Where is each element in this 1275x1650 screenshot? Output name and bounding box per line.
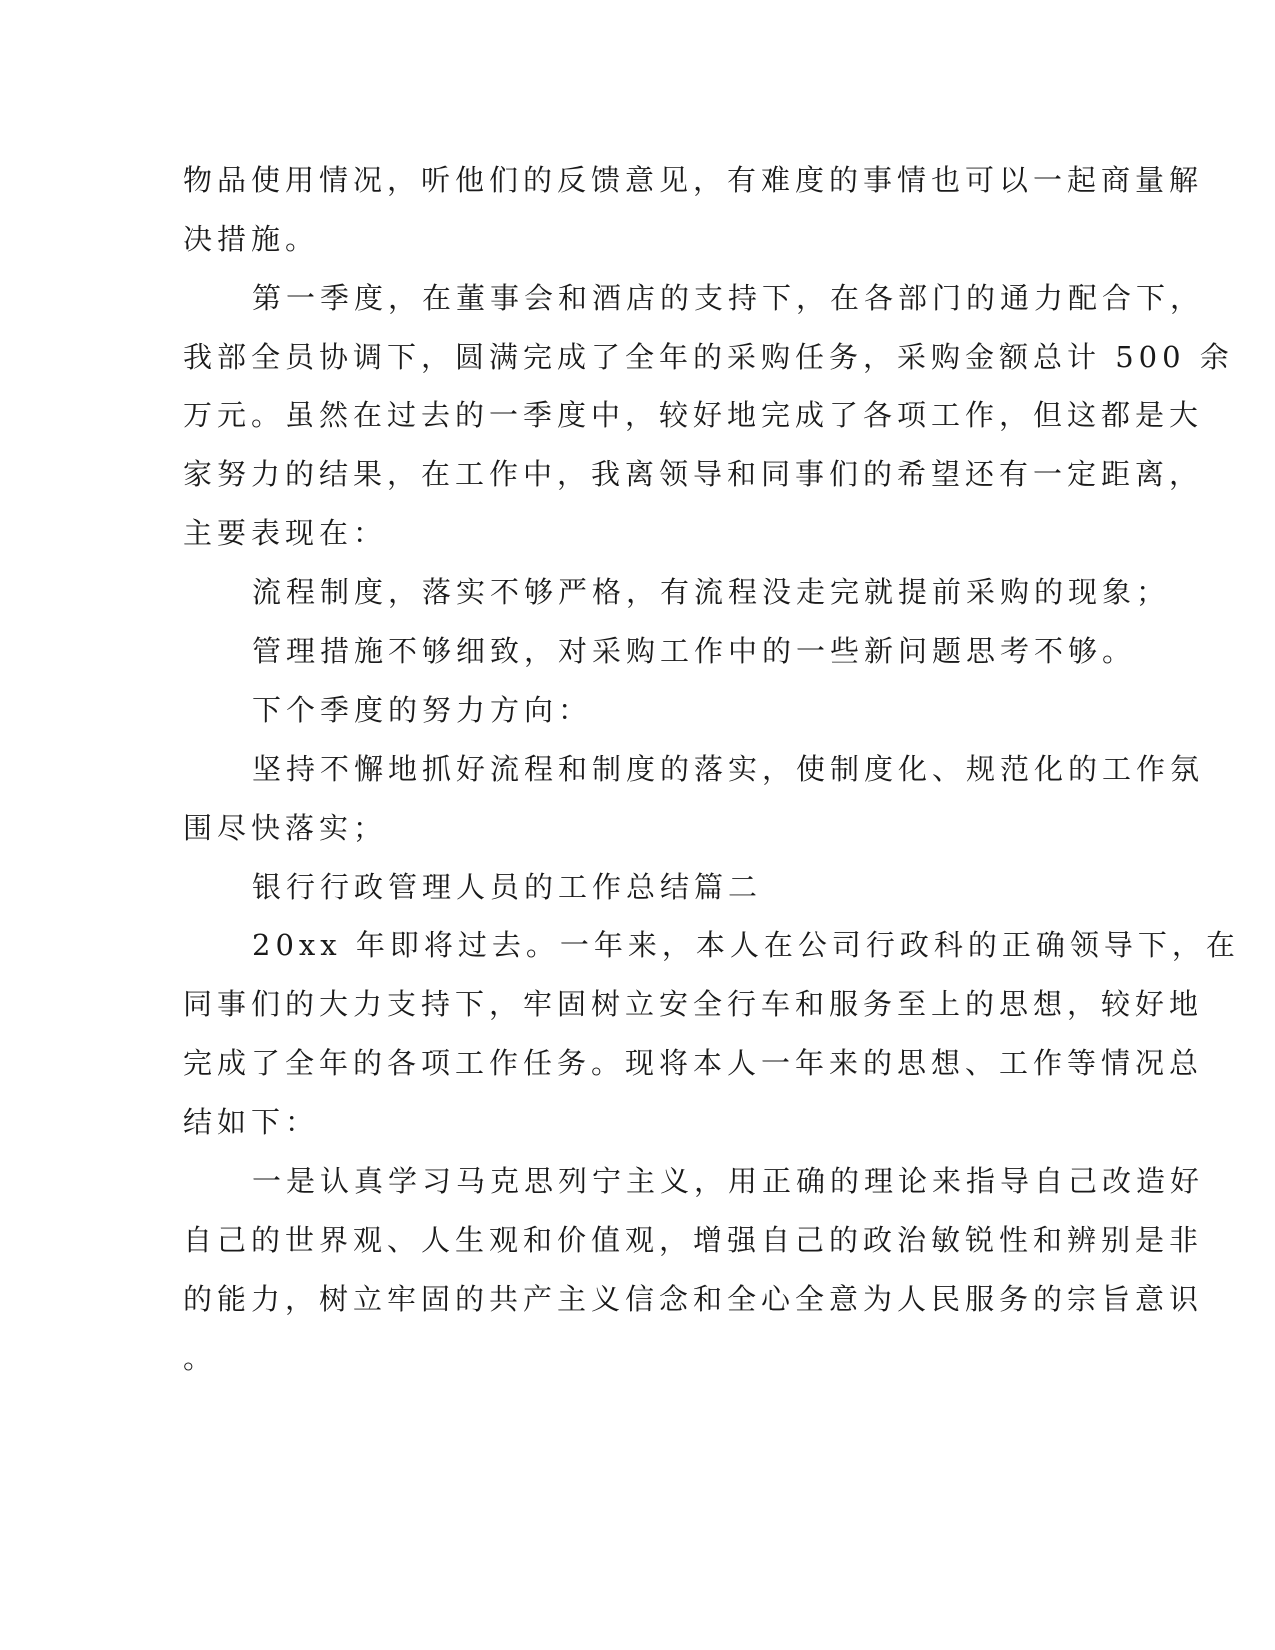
text-line: 完成了全年的各项工作任务。现将本人一年来的思想、工作等情况总 [183, 1046, 1204, 1080]
text-line: 家努力的结果，在工作中，我离领导和同事们的希望还有一定距离， [183, 457, 1204, 491]
text-line: 物品使用情况，听他们的反馈意见，有难度的事情也可以一起商量解 [183, 163, 1204, 197]
text-line: 。 [183, 1341, 218, 1375]
text-line: 万元。虽然在过去的一季度中，较好地完成了各项工作，但这都是大 [183, 398, 1204, 432]
paragraph-first-line: 20xx 年即将过去。一年来，本人在公司行政科的正确领导下，在 [252, 928, 1240, 962]
paragraph-first-line: 第一季度，在董事会和酒店的支持下，在各部门的通力配合下， [252, 281, 1205, 315]
paragraph-first-line: 管理措施不够细致，对采购工作中的一些新问题思考不够。 [252, 634, 1137, 668]
paragraph-first-line: 流程制度，落实不够严格，有流程没走完就提前采购的现象； [252, 575, 1171, 609]
paragraph-first-line: 一是认真学习马克思列宁主义，用正确的理论来指导自己改造好 [252, 1164, 1205, 1198]
text-line: 围尽快落实； [183, 811, 388, 845]
paragraph-first-line: 坚持不懈地抓好流程和制度的落实，使制度化、规范化的工作氛 [252, 752, 1205, 786]
text-line: 主要表现在： [183, 516, 388, 550]
paragraph-first-line: 下个季度的努力方向： [252, 693, 593, 727]
text-line: 自己的世界观、人生观和价值观，增强自己的政治敏锐性和辨别是非 [183, 1223, 1204, 1257]
text-line: 结如下： [183, 1105, 320, 1139]
text-line: 同事们的大力支持下，牢固树立安全行车和服务至上的思想，较好地 [183, 987, 1204, 1021]
text-line: 决措施。 [183, 222, 320, 256]
text-line: 我部全员协调下，圆满完成了全年的采购任务，采购金额总计 500 余 [183, 340, 1234, 374]
section-heading: 银行行政管理人员的工作总结篇二 [252, 870, 763, 904]
text-line: 的能力，树立牢固的共产主义信念和全心全意为人民服务的宗旨意识 [183, 1282, 1204, 1316]
